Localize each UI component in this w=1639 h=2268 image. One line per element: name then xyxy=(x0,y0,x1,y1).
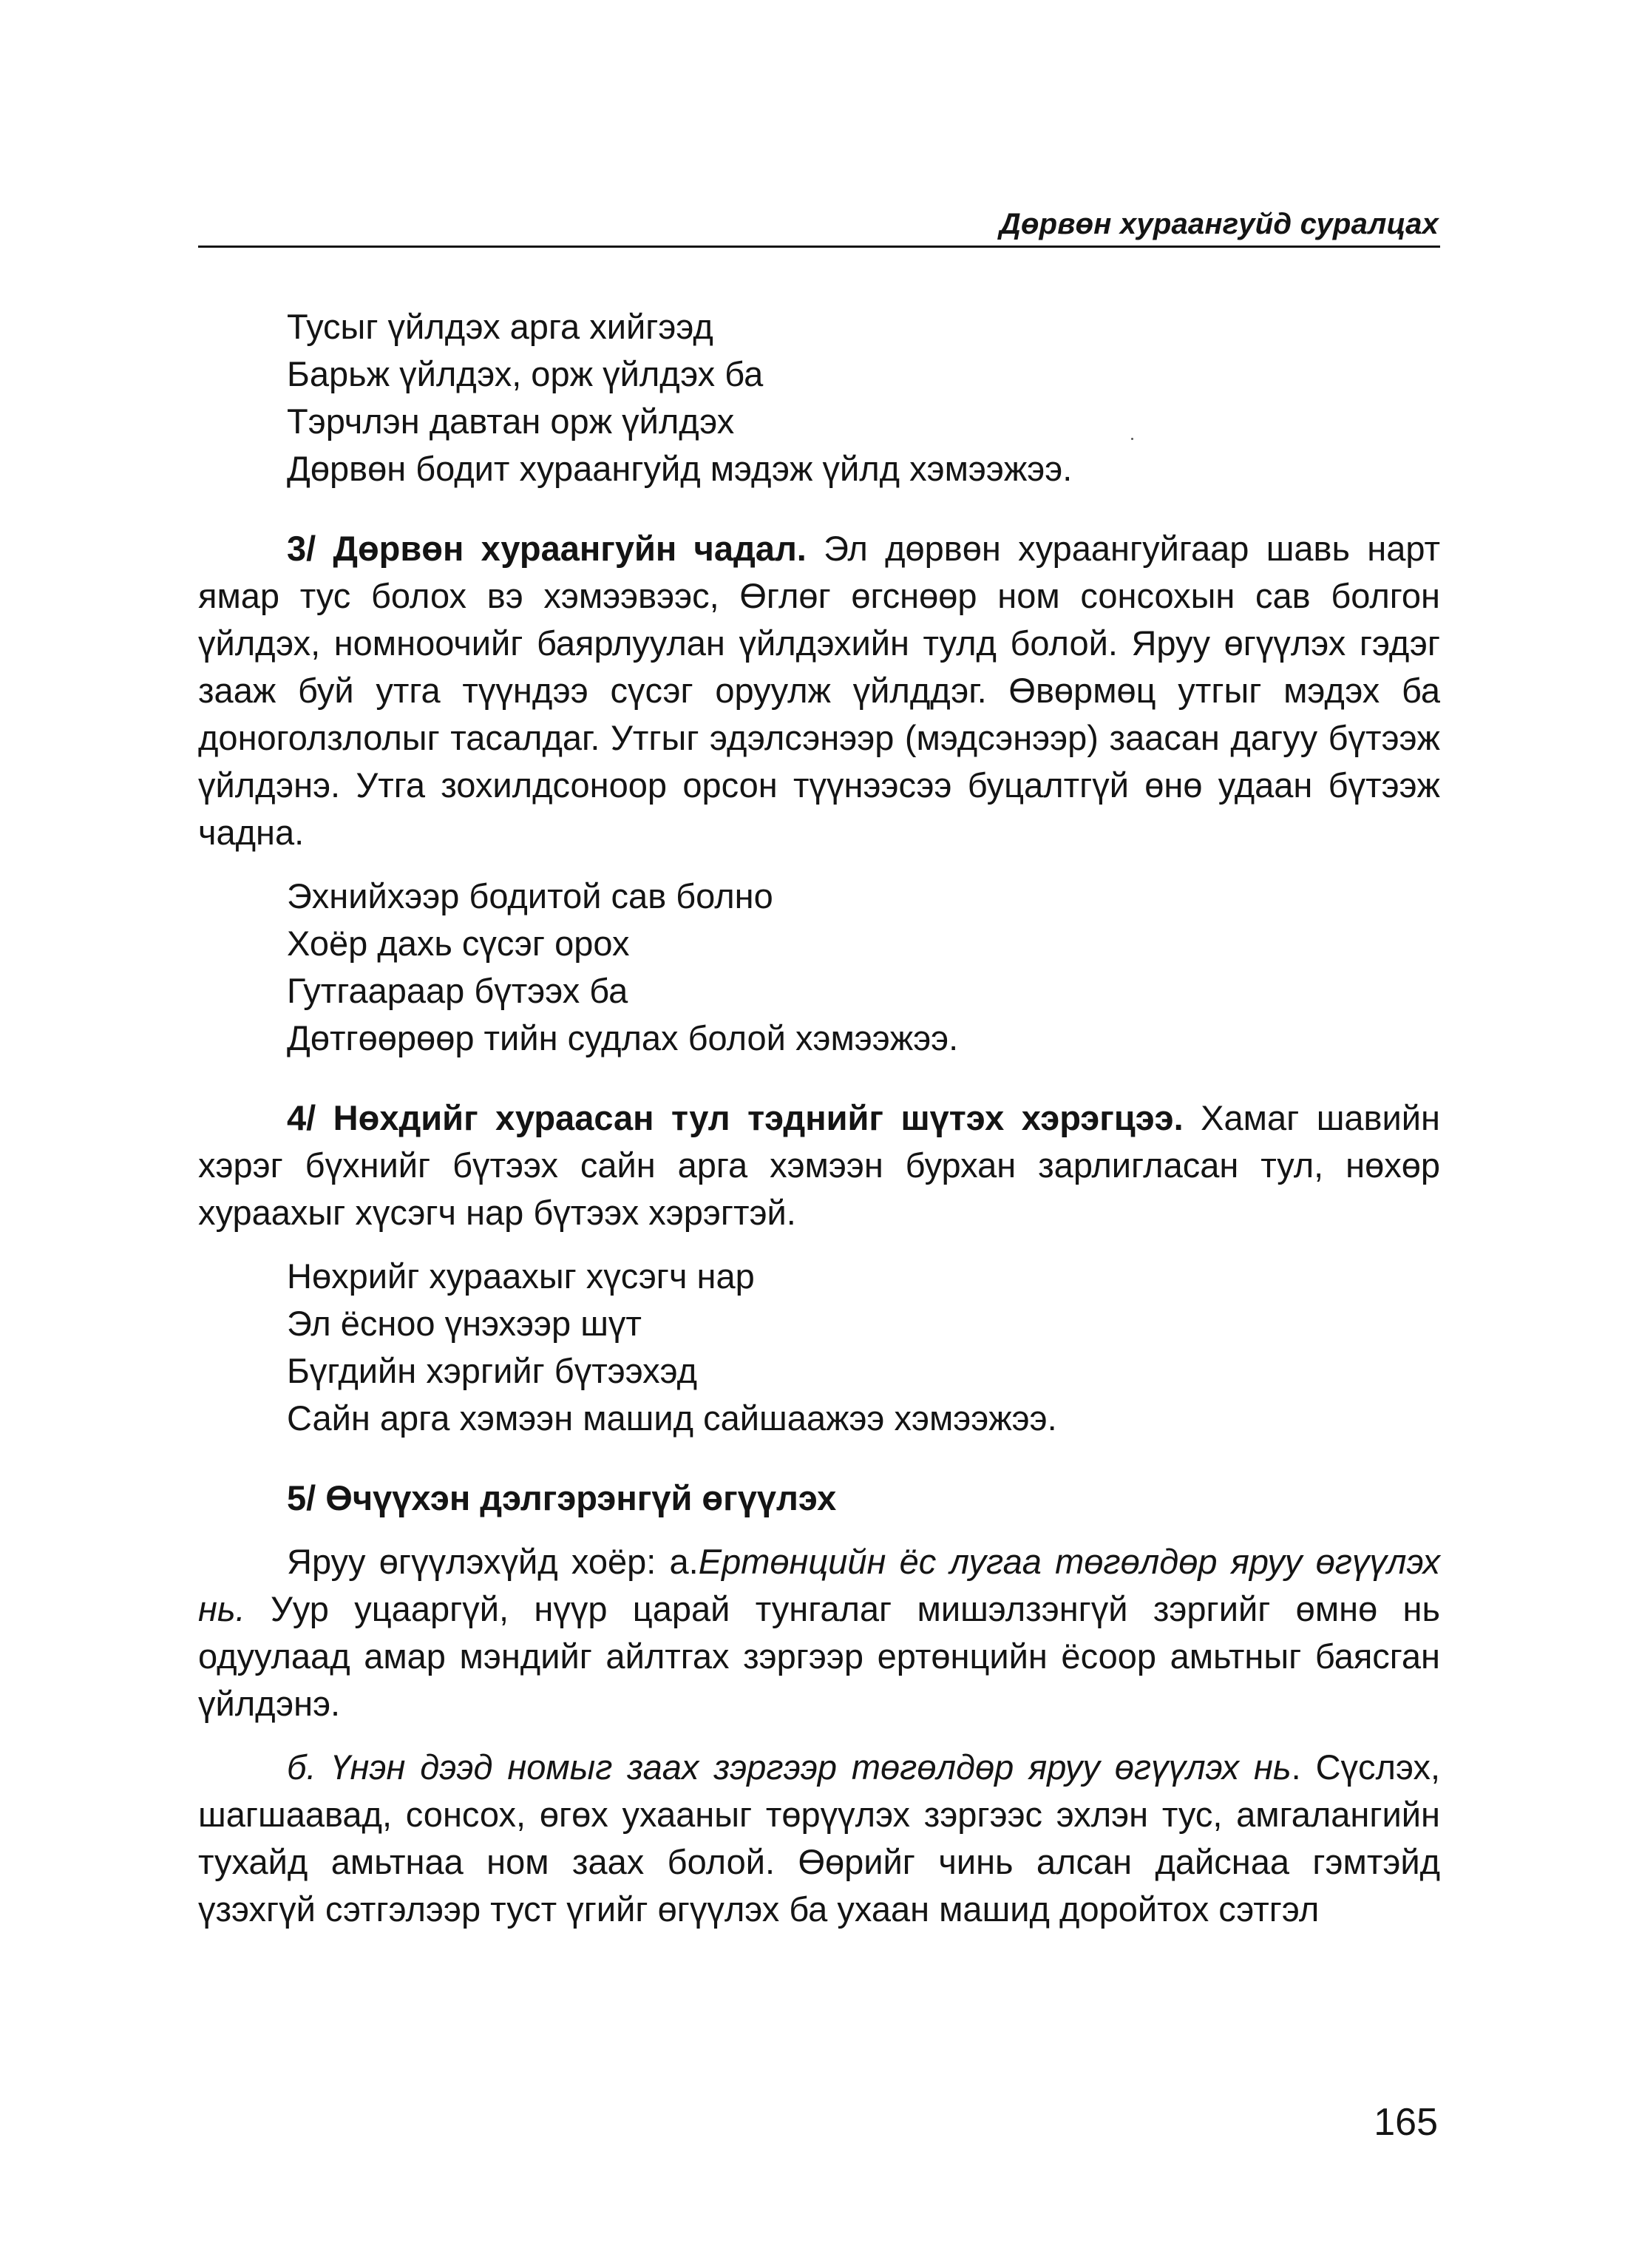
running-title: Дөрвөн хураангуйд суралцах xyxy=(999,208,1439,240)
verse-line: Дөрвөн бодит хураангуйд мэдэж үйлд хэмээжээ. xyxy=(287,449,1073,488)
section-5-paragraph-1 xyxy=(198,1538,1440,1727)
verse-line: Нөхрийг хураахыг хүсэгч нар xyxy=(287,1256,755,1296)
verse-line: Хоёр дахь сүсэг орох xyxy=(287,924,630,963)
section-5-heading: 5/ Өчүүхэн дэлгэрэнгүй өгүүлэх xyxy=(287,1478,837,1517)
verse-block-1 xyxy=(198,303,1440,492)
verse-line: Эл ёсноо үнэхээр шүт xyxy=(287,1304,642,1343)
verse-line: Барьж үйлдэх, орж үйлдэх ба xyxy=(287,354,764,393)
verse-line: Сайн арга хэмээн машид сайшаажээ хэмээжээ. xyxy=(287,1398,1057,1438)
section-5-p1-italic: Ертөнцийн ёс лугаа төгөлдөр яруу өгүүлэх нь. xyxy=(198,1542,1440,1628)
verse-line: Тэрчлэн давтан орж үйлдэх xyxy=(287,402,735,441)
section-5-p2-rest: . Сүслэх, шагшаавад, сонсох, өгөх ухааныг төрүүлэх зэргээс эхлэн тус, амгалангийн тухайд амьтнаа ном заах болой. Өөрийг чинь алсан дайснаа гэмтэйд үзэхгүй сэтгэлээр туст үгийг өгүүлэх ба ухаан машид доройтох сэтгэл xyxy=(198,1747,1440,1929)
verse-line: Тусыг үйлдэх арга хийгээд xyxy=(287,307,713,346)
running-header xyxy=(198,194,1440,248)
section-4-text: Хамаг шавийн хэрэг бүхнийг бүтээх сайн арга хэмээн бурхан зарлигласан тул, нөхөр хураахыг хүсэгч нар бүтээх хэрэгтэй. xyxy=(198,1098,1440,1232)
section-5-paragraph-2 xyxy=(198,1744,1440,1933)
section-3-heading: 3/ Дөрвөн хураангуйн чадал. xyxy=(287,529,807,568)
verse-block-2 xyxy=(198,873,1440,1062)
section-5-p1-rest: Уур уцааргүй, нүүр царай тунгалаг мишэлзэнгүй зэргийг өмнө нь одуулаад амар мэндийг айлтгах зэргээр ертөнцийн ёсоор амьтныг баясган үйлдэнэ. xyxy=(198,1589,1440,1723)
page-body xyxy=(198,303,1440,1933)
verse-line: Гутгаараар бүтээх ба xyxy=(287,971,628,1010)
section-3-text: Эл дөрвөн хураангуйгаар шавь нарт ямар тус болох вэ хэмээвээс, Өглөг өгснөөр ном сонсохын сав болгон үйлдэх, номноочийг баярлуулан үйлдэхийн тулд болой. Яруу өгүүлэх гэдэг зааж буй утга түүндээ сүсэг оруулж үйлддэг. Өвөрмөц утгыг мэдэх ба доноголзлолыг тасалдаг. Утгыг эдэлсэнээр (мэдсэнээр) заасан дагуу бүтээж үйлдэнэ. Утга зохилдсоноор орсон түүнээсээ буцалтгүй өнө удаан бүтээж чадна. xyxy=(198,529,1441,852)
section-4-paragraph xyxy=(198,1094,1440,1236)
section-5-p2-italic: б. Үнэн дээд номыг заах зэргээр төгөлдөр яруу өгүүлэх нь xyxy=(287,1747,1292,1787)
verse-line: Дөтгөөрөөр тийн судлах болой хэмээжээ. xyxy=(287,1018,959,1057)
section-4-heading: 4/ Нөхдийг хураасан тул тэднийг шүтэх хэрэгцээ. xyxy=(287,1098,1184,1137)
verse-line: Бүгдийн хэргийг бүтээхэд xyxy=(287,1351,698,1390)
section-3-paragraph xyxy=(198,525,1440,856)
page-number: 165 xyxy=(1374,2101,1438,2144)
verse-line: Эхнийхээр бодитой сав болно xyxy=(287,876,773,915)
section-5-p1-plain: Яруу өгүүлэхүйд хоёр: а. xyxy=(287,1542,699,1581)
verse-block-3 xyxy=(198,1253,1440,1442)
